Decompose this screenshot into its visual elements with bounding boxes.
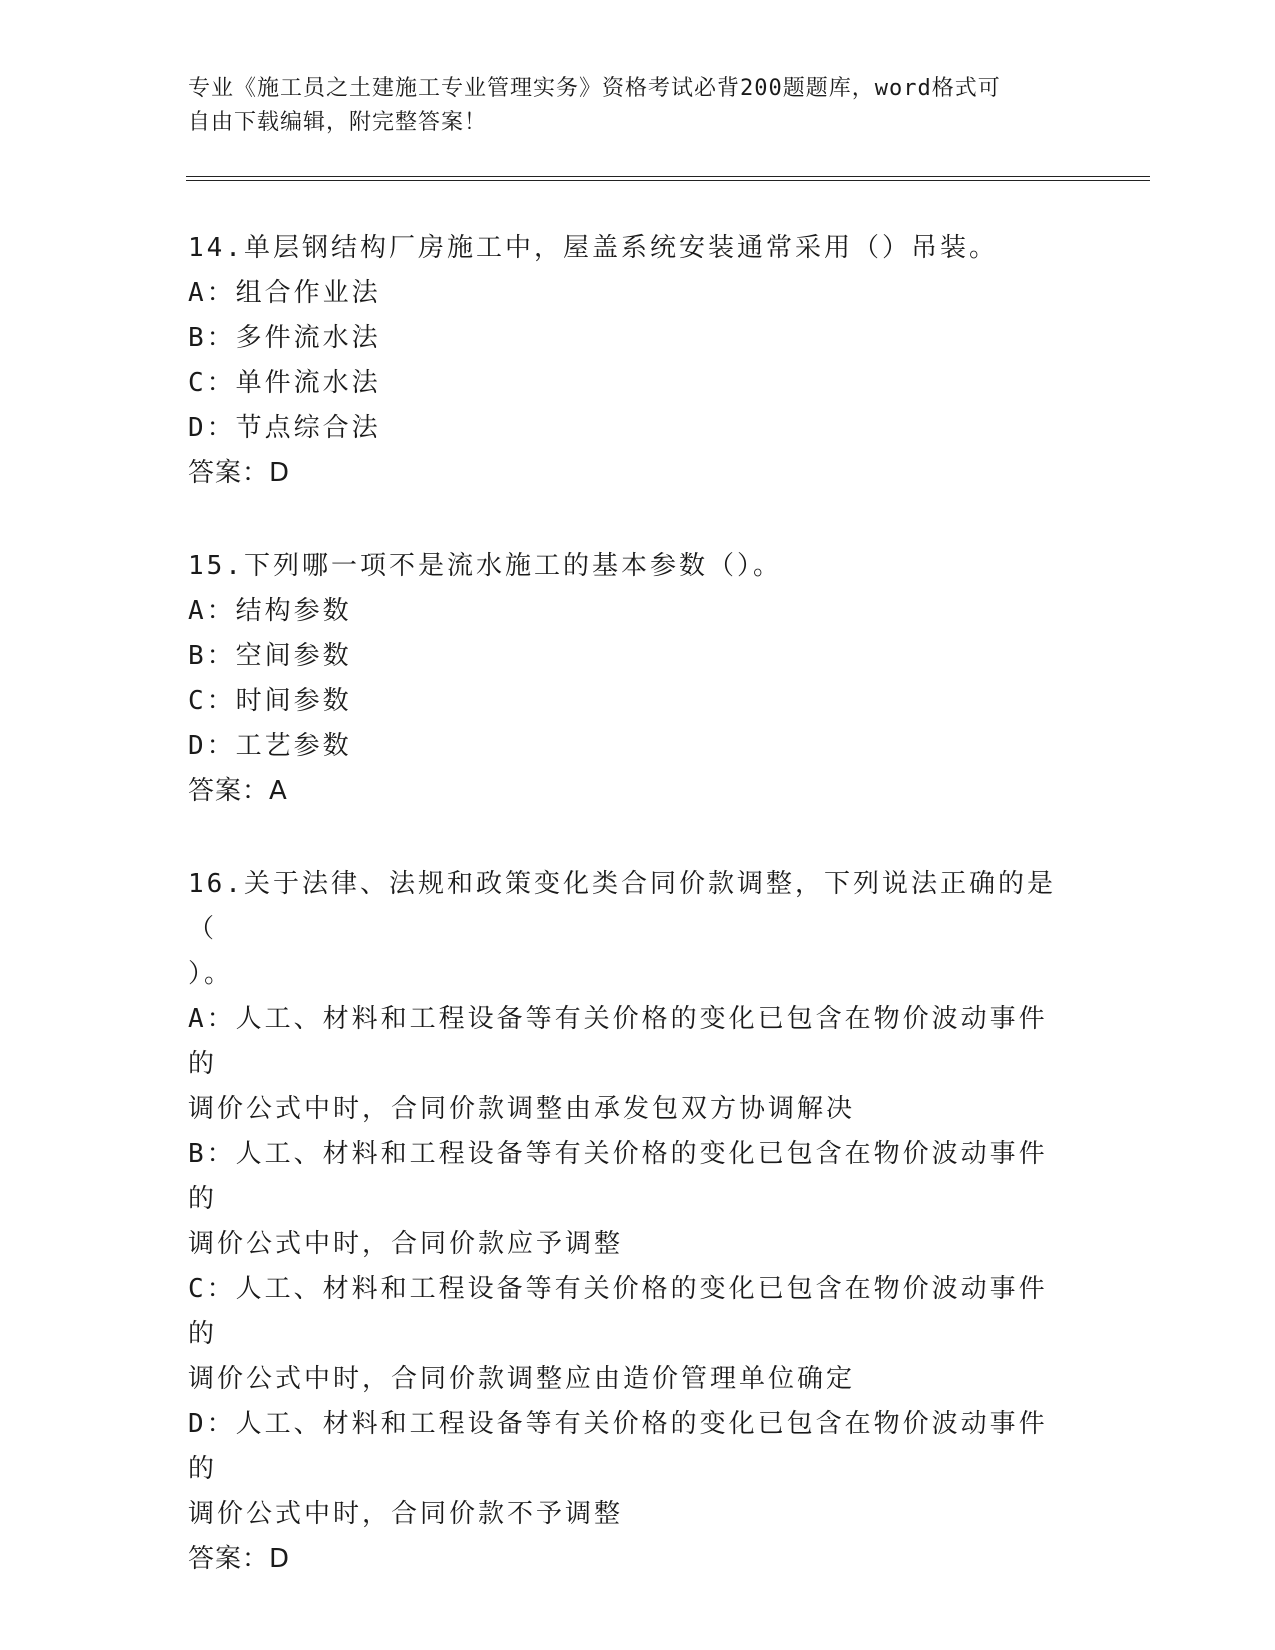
- option-a-line-1: A：人工、材料和工程设备等有关价格的变化已包含在物价波动事件的: [188, 1004, 1048, 1079]
- option-d: D：工艺参数: [188, 731, 352, 761]
- option-a-line-2: 调价公式中时，合同价款调整由承发包双方协调解决: [188, 1094, 856, 1124]
- option-a: A：组合作业法: [188, 278, 381, 308]
- header-divider: [186, 176, 1150, 181]
- question-stem-line-2: ）。: [188, 959, 234, 989]
- question-stem: 15.下列哪一项不是流水施工的基本参数（）。: [188, 551, 782, 581]
- answer: 答案：D: [188, 1544, 291, 1574]
- option-c-line-1: C：人工、材料和工程设备等有关价格的变化已包含在物价波动事件的: [188, 1274, 1048, 1349]
- option-d-line-1: D：人工、材料和工程设备等有关价格的变化已包含在物价波动事件的: [188, 1409, 1048, 1484]
- option-b: B：多件流水法: [188, 323, 381, 353]
- header-title-line-1: 专业《施工员之土建施工专业管理实务》资格考试必背200题题库，word格式可: [188, 76, 1001, 101]
- option-c: C：单件流水法: [188, 368, 381, 398]
- answer: 答案：D: [188, 458, 291, 488]
- document-header: [188, 72, 1068, 140]
- option-c: C：时间参数: [188, 686, 352, 716]
- option-a: A：结构参数: [188, 596, 352, 626]
- option-c-line-2: 调价公式中时，合同价款调整应由造价管理单位确定: [188, 1364, 856, 1394]
- question-16: [188, 862, 1068, 1582]
- question-15: [188, 544, 1068, 814]
- question-stem-line-1: 16.关于法律、法规和政策变化类合同价款调整，下列说法正确的是（: [188, 869, 1056, 944]
- option-b-line-1: B：人工、材料和工程设备等有关价格的变化已包含在物价波动事件的: [188, 1139, 1048, 1214]
- answer: 答案：A: [188, 776, 288, 806]
- question-stem: 14.单层钢结构厂房施工中，屋盖系统安装通常采用（）吊装。: [188, 233, 998, 263]
- header-title-line-2: 自由下载编辑，附完整答案！: [188, 110, 488, 135]
- option-b: B：空间参数: [188, 641, 352, 671]
- option-b-line-2: 调价公式中时，合同价款应予调整: [188, 1229, 624, 1259]
- option-d-line-2: 调价公式中时，合同价款不予调整: [188, 1499, 624, 1529]
- question-14: [188, 226, 1068, 496]
- option-d: D：节点综合法: [188, 413, 381, 443]
